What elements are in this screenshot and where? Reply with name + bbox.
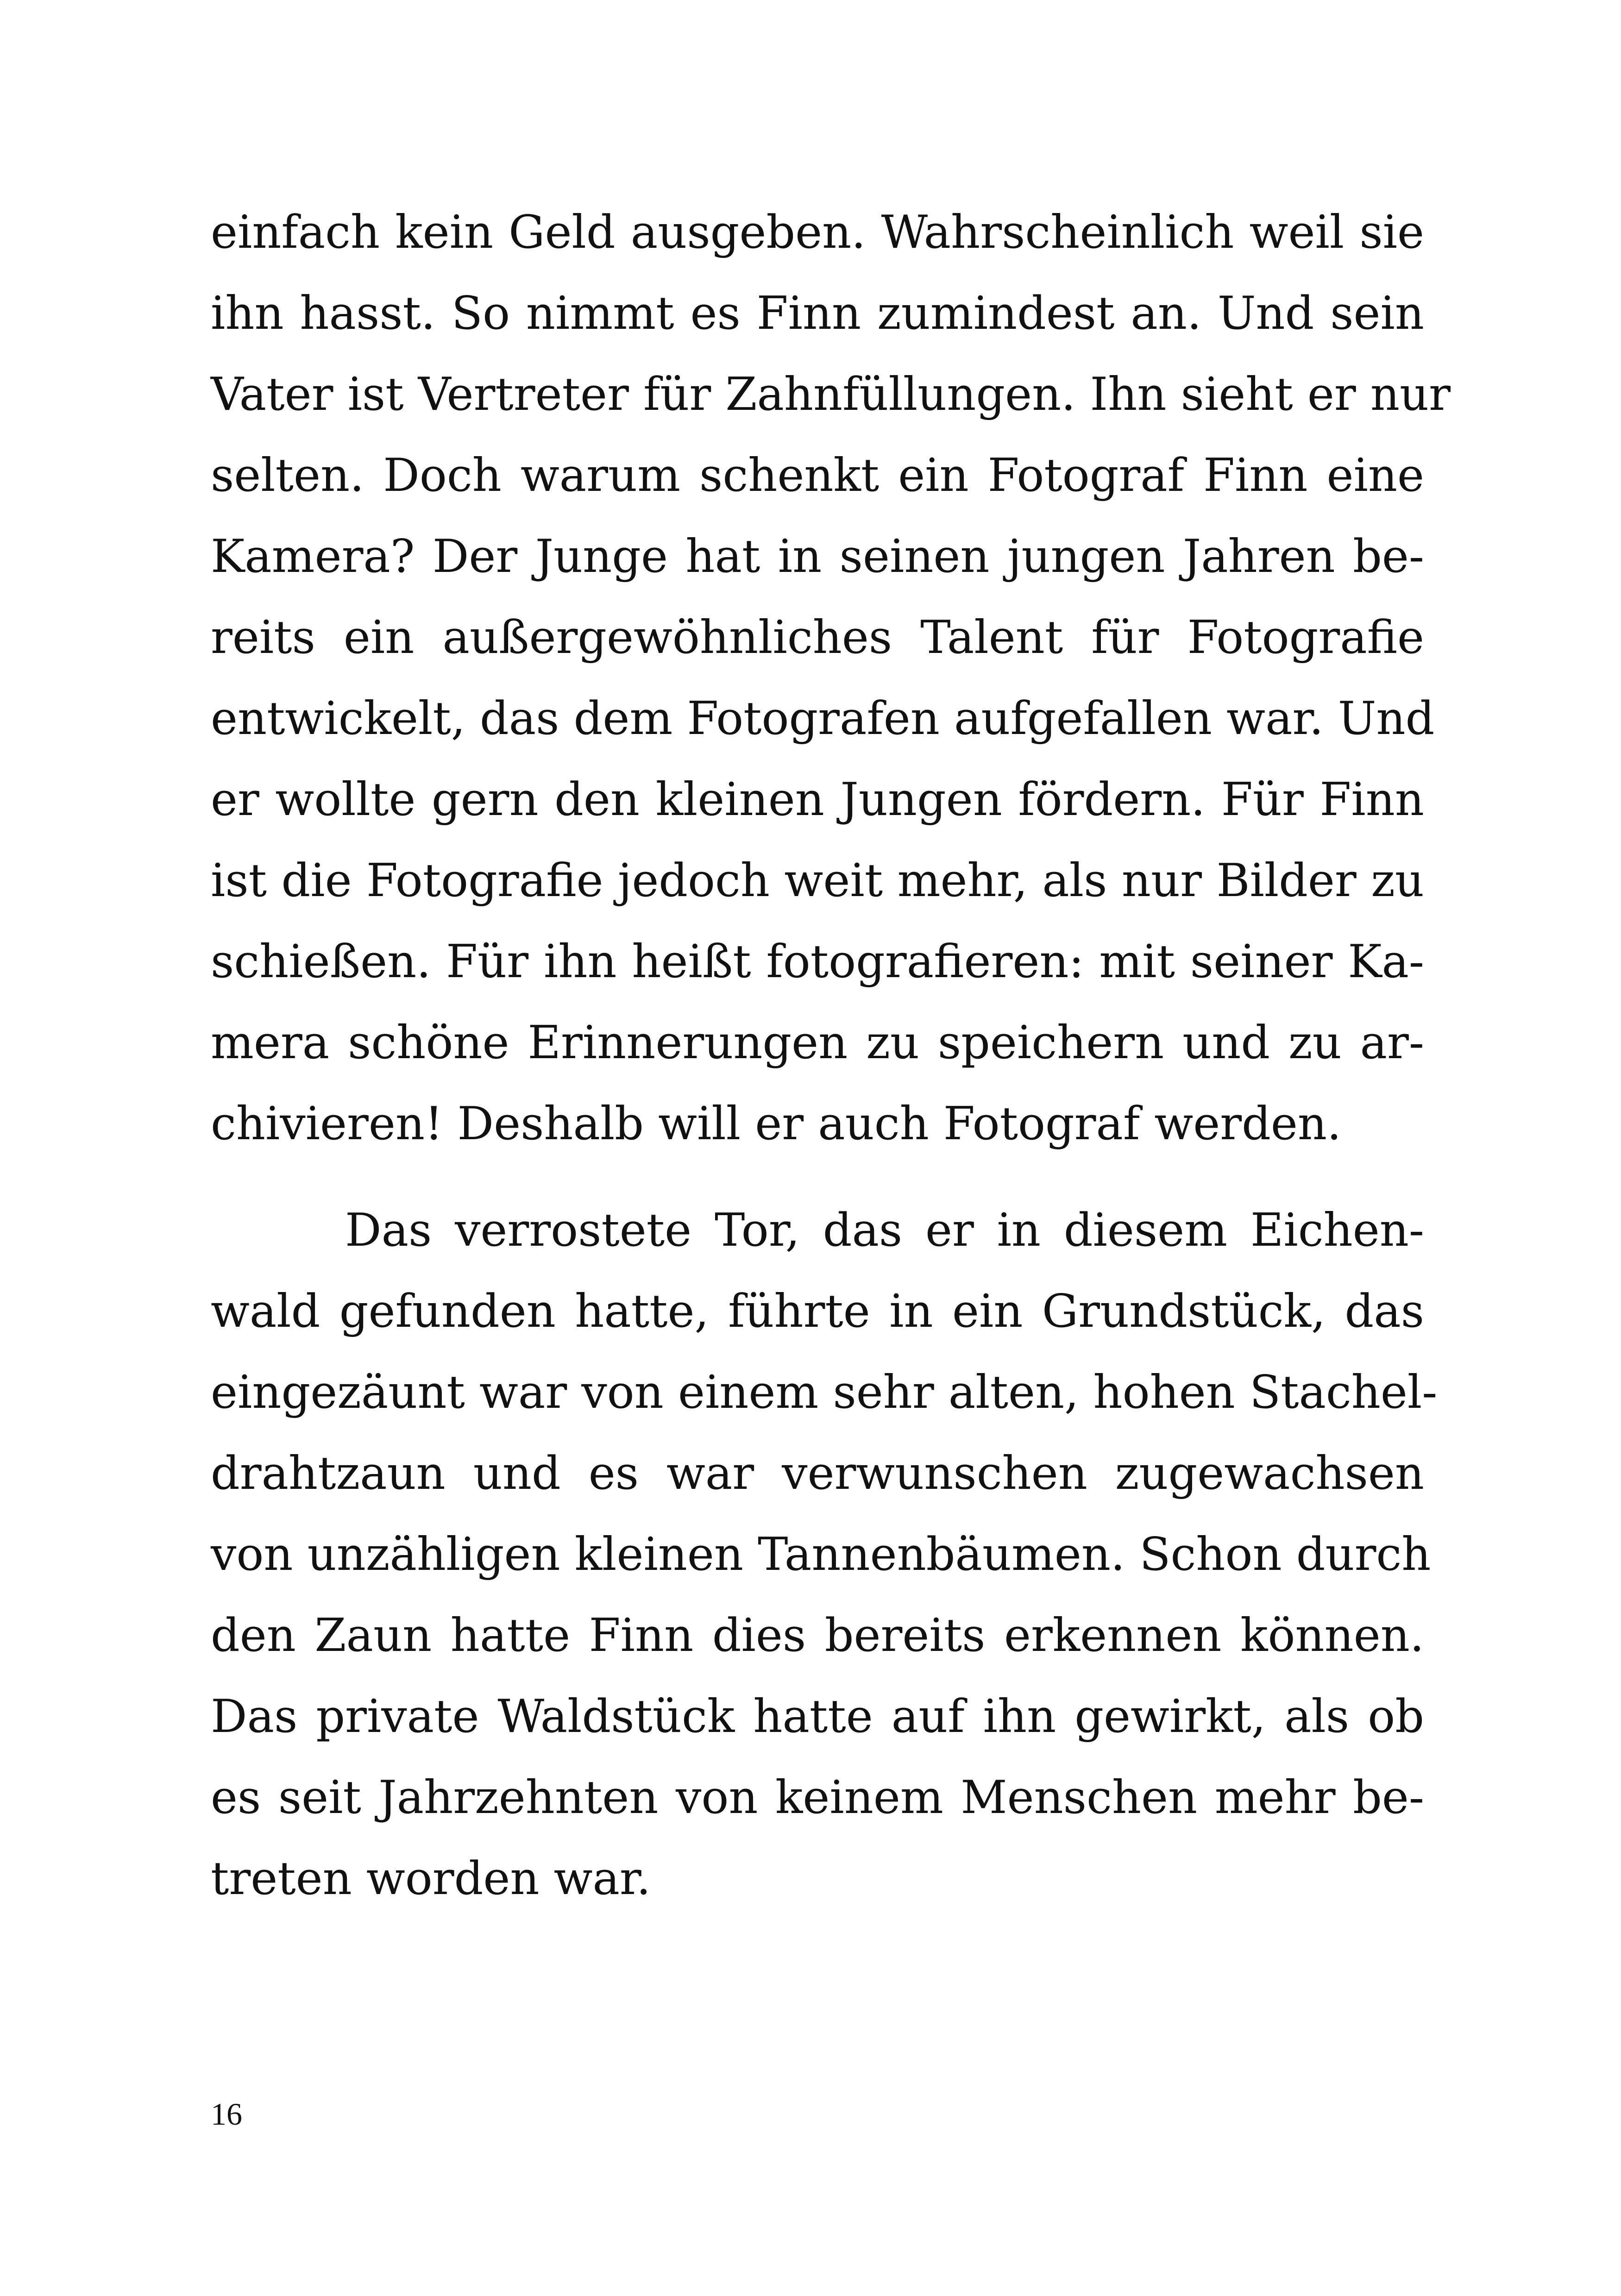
text-line: Das private Waldstück hatte auf ihn gewirkt, als ob [211, 1690, 1424, 1743]
text-line: Das verrostete Tor, das er in diesem Eichen- [345, 1204, 1424, 1257]
paragraph-1 [211, 192, 1451, 1165]
text-line: ist die Fotografie jedoch weit mehr, als nur Bilder zu [211, 854, 1424, 907]
text-line: reits ein außergewöhnliches Talent für Fotografie [211, 611, 1424, 664]
paragraph-2 [211, 1190, 1438, 1920]
text-line: einfach kein Geld ausgeben. Wahrscheinlich weil sie [211, 206, 1424, 259]
text-line: selten. Doch warum schenkt ein Fotograf Finn eine [211, 449, 1424, 502]
text-line: ihn hasst. So nimmt es Finn zumindest an. Und sein [211, 287, 1424, 340]
text-line: er wollte gern den kleinen Jungen fördern. Für Finn [211, 773, 1424, 826]
text-line: den Zaun hatte Finn dies bereits erkennen können. [211, 1609, 1424, 1662]
text-line: von unzähligen kleinen Tannenbäumen. Schon durch [211, 1528, 1431, 1581]
page-number: 16 [211, 2096, 242, 2132]
text-line: drahtzaun und es war verwunschen zugewachsen [211, 1447, 1424, 1500]
text-line: schießen. Für ihn heißt fotografieren: mit seiner Ka- [211, 935, 1424, 988]
text-line: Kamera? Der Junge hat in seinen jungen Jahren be- [211, 530, 1424, 583]
text-line: mera schöne Erinnerungen zu speichern und zu ar- [211, 1016, 1424, 1069]
text-line: entwickelt, das dem Fotografen aufgefallen war. Und [211, 692, 1435, 745]
text-line: chivieren! Deshalb will er auch Fotograf werden. [211, 1098, 1342, 1150]
text-line: Vater ist Vertreter für Zahnfüllungen. Ihn sieht er nur [211, 368, 1451, 421]
text-line: eingezäunt war von einem sehr alten, hohen Stachel- [211, 1366, 1438, 1419]
text-line: treten worden war. [211, 1852, 651, 1905]
text-line: es seit Jahrzehnten von keinem Menschen mehr be- [211, 1771, 1424, 1824]
text-line: wald gefunden hatte, führte in ein Grundstück, das [211, 1285, 1424, 1338]
